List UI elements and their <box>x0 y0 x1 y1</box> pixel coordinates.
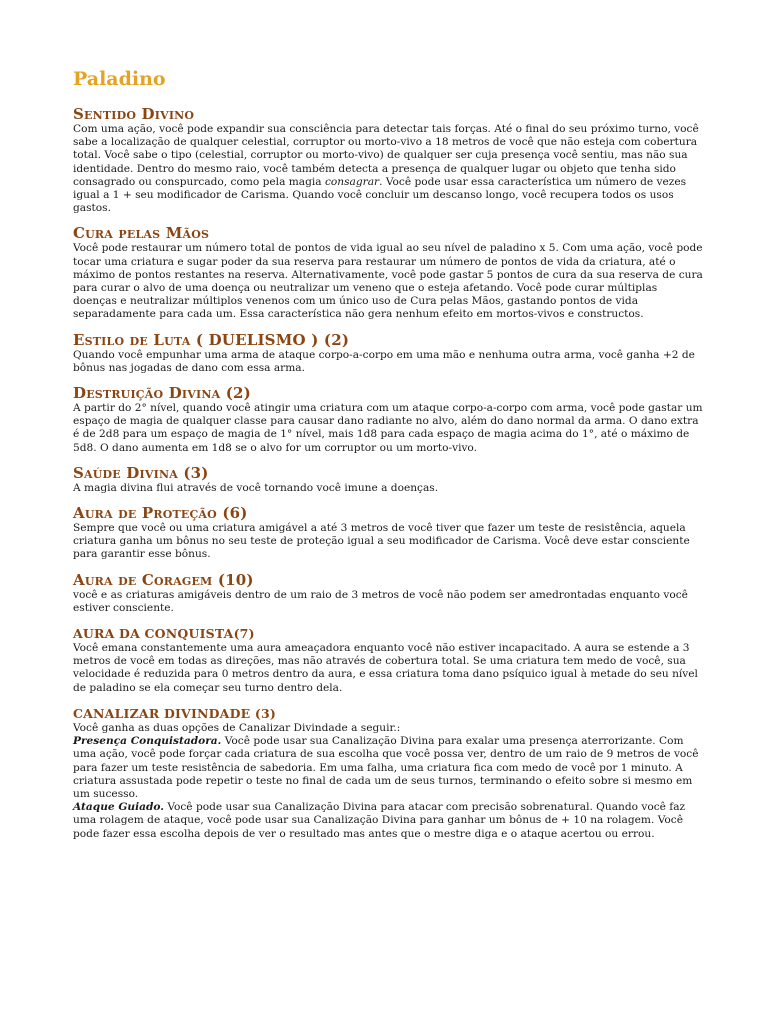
section-estilo-de-luta <box>73 332 703 375</box>
body-text: Com uma ação, você pode expandir sua consciência para detectar tais forças. Até o final do seu próximo turno, você sabe a localização de qualquer celestial, corruptor ou morto-vivo a 18 metros de você que não esteja com cobertura total. Você sabe o tipo (celestial, corruptor ou morto-vivo) de qualquer ser cuja presença você sentiu, mas não sua identidade. Dentro do mesmo raio, você também detecta a presença de qualquer lugar ou objeto que tenha sido consagrado ou conspurcado, como pela magia <box>73 123 699 188</box>
section-heading: CANALIZAR DIVINDADE (3) <box>73 705 277 721</box>
section-body: Quando você empunhar uma arma de ataque corpo-a-corpo em uma mão e nenhuma outra arma, você ganha +2 de bônus nas jogadas de dano com essa arma. <box>73 348 695 374</box>
section-body: você e as criaturas amigáveis dentro de um raio de 3 metros de você não podem ser amedrontadas enquanto você estiver consciente. <box>73 588 688 614</box>
option-ataque-guiado <box>73 801 703 841</box>
section-aura-de-protecao <box>73 505 703 562</box>
section-heading: Cura pelas Mãos <box>73 224 210 243</box>
section-body <box>73 123 703 215</box>
section-heading: Aura de Proteção (6) <box>73 504 248 523</box>
section-destruicao-divina <box>73 385 703 455</box>
body-text: . Você pode usar essa característica um número de vezes igual a 1 + seu modificador de Carisma. Quando você concluir um descanso longo, você recupera todos os usos gastos. <box>73 175 687 215</box>
section-sentido-divino <box>73 106 703 215</box>
section-canalizar-divindade <box>73 705 703 841</box>
section-heading: Estilo de Luta ( DUELISMO ) (2) <box>73 330 350 349</box>
section-aura-de-coragem <box>73 572 703 615</box>
section-cura-pelas-maos <box>73 225 703 321</box>
option-text: Você pode usar sua Canalização Divina para atacar com precisão sobrenatural. Quando você faz uma rolagem de ataque, você pode usar sua Canalização Divina para ganhar um bônus de + 10 na rolagem. Você pode fazer essa escolha depois de ver o resultado mas antes que o mestre diga e o ataque acertou ou errou. <box>73 801 686 840</box>
option-label: Ataque Guiado. <box>73 801 164 814</box>
section-body: A partir do 2° nível, quando você atingir uma criatura com um ataque corpo-a-corpo com arma, você pode gastar um espaço de magia de qualquer classe para causar dano radiante no alvo, além do dano normal da arma. O dano extra é de 2d8 para um espaço de magia de 1° nível, mais 1d8 para cada espaço de magia acima do 1°, até o máximo de 5d8. O dano aumenta em 1d8 se o alvo for um corruptor ou um morto-vivo. <box>73 402 703 454</box>
section-heading: Saúde Divina (3) <box>73 463 209 482</box>
document-page <box>73 66 703 851</box>
section-body: A magia divina flui através de você tornando você imune a doenças. <box>73 481 439 494</box>
option-text: Você pode usar sua Canalização Divina para exalar uma presença aterrorizante. Com uma ação, você pode forçar cada criatura de sua escolha que você possa ver, dentro de um raio de 9 metros de você para fazer um teste resistência de sabedoria. Em uma falha, uma criatura fica com medo de você por 1 minuto. A criatura assustada pode repetir o teste no final de cada um de seus turnos, terminando o efeito sobre si mesmo em um sucesso. <box>73 735 699 800</box>
section-aura-da-conquista <box>73 625 703 695</box>
option-label: Presença Conquistadora. <box>73 735 222 748</box>
section-heading: Sentido Divino <box>73 105 195 123</box>
section-saude-divina <box>73 465 703 495</box>
section-body: Sempre que você ou uma criatura amigável a até 3 metros de você tiver que fazer um teste de resistência, aquela criatura ganha um bônus no seu teste de proteção igual a seu modificador de Carisma. Você deve estar consciente para garantir esse bônus. <box>73 522 690 561</box>
section-body: Você pode restaurar um número total de pontos de vida igual ao seu nível de paladino x 5. Com uma ação, você pode tocar uma criatura e sugar poder da sua reserva para restaurar um número de pontos de vida da criatura, até o máximo de pontos restantes na reserva. Alternativamente, você pode gastar 5 pontos de cura da sua reserva de cura para curar o alvo de uma doença ou neutralizar um veneno que o esteja afetando. Você pode curar múltiplas doenças e neutralizar múltiplos venenos com um único uso de Cura pelas Mãos, gastando pontos de vida separadamente para cada um. Essa característica não gera nenhum efeito em mortos-vivos e constructos. <box>73 242 703 321</box>
section-heading: Destruição Divina (2) <box>73 384 251 403</box>
section-heading: Aura de Coragem (10) <box>73 570 254 589</box>
option-presenca-conquistadora <box>73 735 703 801</box>
section-body: Você emana constantemente uma aura ameaçadora enquanto você não estiver incapacitado. A aura se estende a 3 metros de você em todas as direções, mas não através de cobertura total. Se uma criatura tem medo de você, sua velocidade é reduzida para 0 metros dentro da aura, e essa criatura toma dano psíquico igual à metade do seu nível de paladino se ela começar seu turno dentro dela. <box>73 642 698 694</box>
section-intro: Você ganha as duas opções de Canalizar Divindade a seguir.: <box>73 721 401 734</box>
page-title: Paladino <box>73 68 166 90</box>
spell-name: consagrar <box>324 175 380 188</box>
section-heading: AURA DA CONQUISTA(7) <box>73 626 255 642</box>
